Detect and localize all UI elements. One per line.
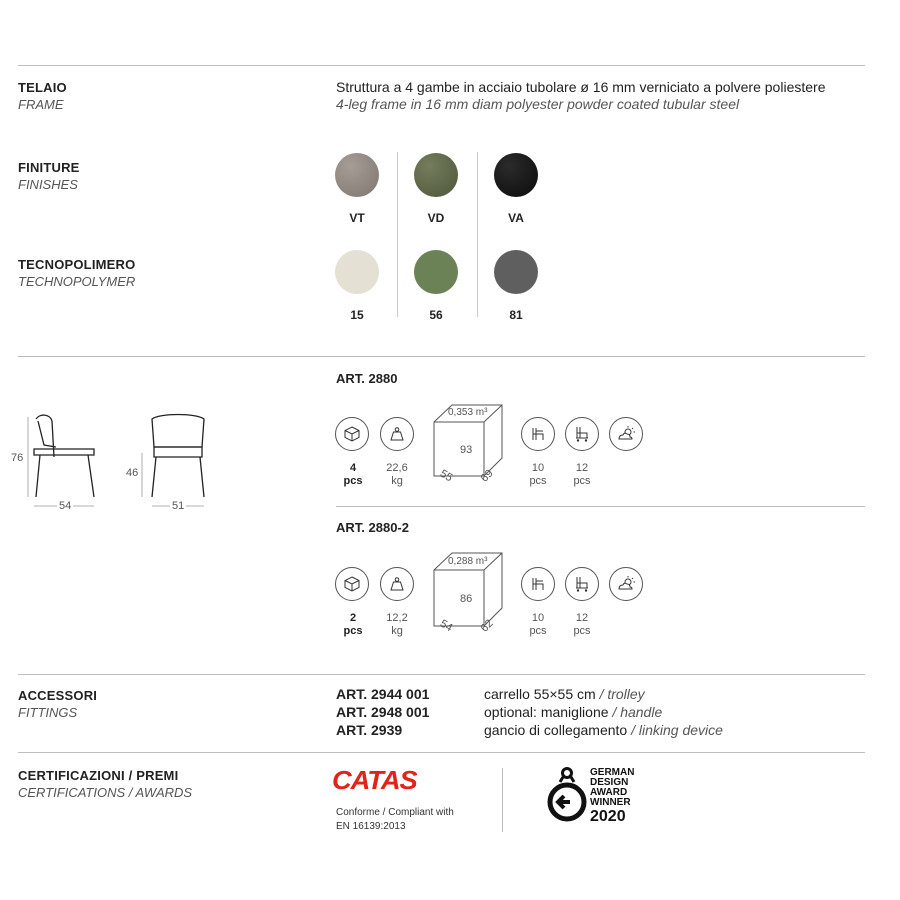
weight-unit: kg	[391, 625, 403, 637]
article-code: ART. 2880-2	[336, 520, 409, 535]
finishes-label	[18, 159, 80, 193]
stack-value: 10	[531, 462, 545, 474]
accessory-desc-it: gancio di collegamento	[484, 722, 628, 738]
technopolymer-label-it: TECNOPOLIMERO	[18, 257, 136, 272]
pcs-unit: pcs	[343, 625, 363, 637]
finish-code: VD	[427, 211, 445, 225]
stack-unit: pcs	[529, 475, 547, 487]
accessory-description	[484, 721, 723, 739]
finishes-label-en: FINISHES	[18, 177, 78, 192]
box-depth: 54	[437, 617, 455, 635]
catas-logo: CATAS	[331, 765, 417, 795]
weight-value: 12,2	[386, 612, 408, 624]
accessory-desc-it: carrello 55×55 cm	[484, 686, 596, 702]
pcs-unit: pcs	[343, 475, 363, 487]
frame-label-it: TELAIO	[18, 80, 67, 95]
trolley-value: 12	[575, 462, 589, 474]
frame-label-en: FRAME	[18, 97, 64, 112]
pcs-value: 4	[349, 462, 357, 474]
divider	[18, 356, 865, 357]
finish-swatch-va	[494, 153, 538, 197]
accessory-desc-en: / trolley	[599, 686, 645, 702]
pcs-value: 2	[349, 612, 357, 624]
finishes-label-it: FINITURE	[18, 160, 80, 175]
cert-separator	[502, 768, 503, 832]
outdoor-weather-icon	[609, 417, 643, 451]
accessory-code: ART. 2939	[336, 722, 403, 738]
finish-code: VT	[349, 211, 365, 225]
box-volume: 0,288 m³	[448, 556, 488, 567]
trolley-icon	[565, 567, 599, 601]
dim-front-width: 51	[172, 500, 185, 512]
stack-icon	[521, 417, 555, 451]
polymer-swatch-56	[414, 250, 458, 294]
trolley-icon	[565, 417, 599, 451]
accessory-description	[484, 685, 645, 703]
box-volume: 0,353 m³	[448, 407, 488, 418]
accessories-label-en: FITTINGS	[18, 705, 78, 720]
frame-description	[336, 79, 896, 113]
award-line: AWARD	[590, 787, 628, 798]
dim-seat-height: 46	[126, 467, 139, 479]
finish-swatch-vd	[414, 153, 458, 197]
accessory-description	[484, 703, 662, 721]
certifications-label	[18, 767, 192, 801]
packaging-icon	[335, 567, 369, 601]
accessory-desc-it: optional: maniglione	[484, 704, 609, 720]
award-line: DESIGN	[590, 777, 629, 788]
catas-compliance	[336, 806, 454, 834]
stack-value: 10	[531, 612, 545, 624]
dim-side-height: 76	[11, 452, 24, 464]
trolley-unit: pcs	[573, 625, 591, 637]
frame-text-en: 4-leg frame in 16 mm diam polyester powder coated tubular steel	[336, 96, 740, 112]
frame-text-it: Struttura a 4 gambe in acciaio tubolare ø 16 mm verniciato a polvere poliestere	[336, 79, 826, 95]
box-depth: 55	[437, 467, 455, 485]
polymer-swatch-15	[335, 250, 379, 294]
award-year: 2020	[590, 808, 626, 825]
accessory-desc-en: / handle	[612, 704, 663, 720]
catas-line: EN 16139:2013	[336, 821, 406, 832]
weight-unit: kg	[391, 475, 403, 487]
trolley-value: 12	[575, 612, 589, 624]
award-line: GERMAN	[590, 767, 635, 778]
packaging-icon	[335, 417, 369, 451]
stack-icon	[521, 567, 555, 601]
polymer-swatch-81	[494, 250, 538, 294]
divider	[18, 65, 865, 66]
stack-unit: pcs	[529, 625, 547, 637]
polymer-code: 56	[429, 308, 443, 322]
box-height: 86	[460, 593, 473, 605]
award-line: WINNER	[590, 797, 631, 808]
certifications-label-it: CERTIFICAZIONI / PREMI	[18, 768, 179, 783]
weight-icon	[380, 567, 414, 601]
box-width: 62	[478, 617, 496, 635]
trolley-unit: pcs	[573, 475, 591, 487]
catas-line: Conforme / Compliant with	[336, 807, 454, 818]
dim-side-depth: 54	[59, 500, 72, 512]
box-width: 69	[478, 467, 496, 485]
outdoor-weather-icon	[609, 567, 643, 601]
certifications-label-en: CERTIFICATIONS / AWARDS	[18, 785, 193, 800]
technopolymer-label	[18, 256, 135, 290]
accessory-code: ART. 2944 001	[336, 686, 430, 702]
polymer-code: 81	[509, 308, 523, 322]
frame-label	[18, 79, 67, 113]
technopolymer-label-en: TECHNOPOLYMER	[18, 274, 136, 289]
weight-icon	[380, 417, 414, 451]
chair-front-view	[130, 405, 220, 515]
finish-code: VA	[508, 211, 524, 225]
accessory-code: ART. 2948 001	[336, 704, 430, 720]
award-text	[590, 768, 634, 826]
accessory-desc-en: / linking device	[631, 722, 723, 738]
german-design-award-icon	[544, 766, 590, 824]
swatch-separator	[397, 152, 398, 317]
box-height: 93	[460, 444, 473, 456]
article-code: ART. 2880	[336, 371, 398, 386]
divider	[18, 752, 865, 753]
divider	[18, 674, 865, 675]
weight-value: 22,6	[386, 462, 408, 474]
accessories-label-it: ACCESSORI	[18, 688, 98, 703]
finish-swatch-vt	[335, 153, 379, 197]
swatch-separator	[477, 152, 478, 317]
divider	[336, 506, 865, 507]
polymer-code: 15	[350, 308, 364, 322]
accessories-label	[18, 687, 97, 721]
